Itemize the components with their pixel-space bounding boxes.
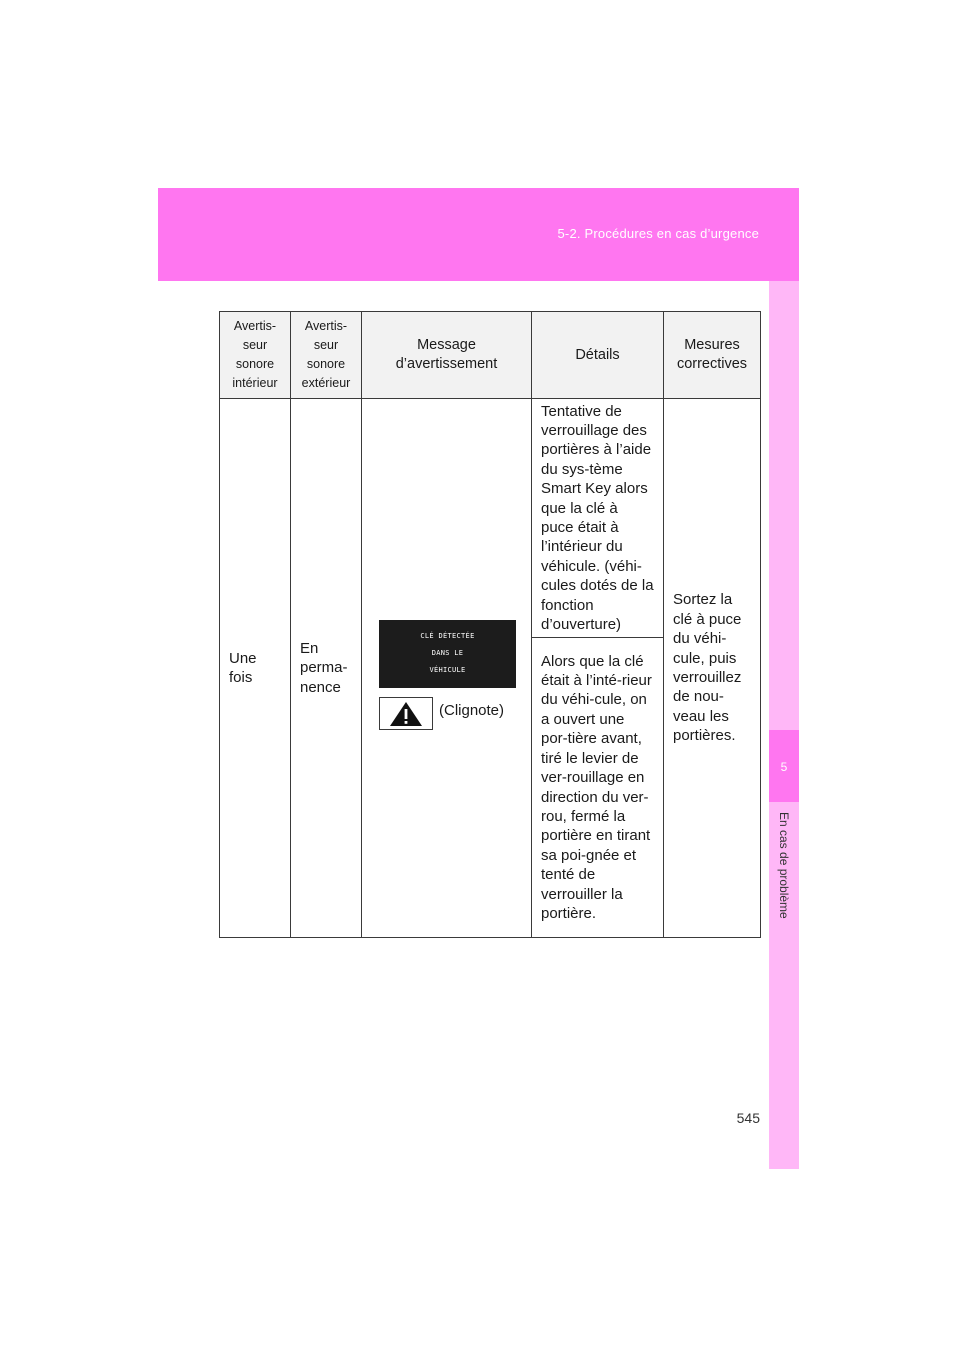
cell-details-1: Tentative de verrouillage des portières à l’aide du sys-tème Smart Key alors que la clé à puce était à l’intérieur du véhicule. (véhi-cules dotés de la fonction d’ouverture) bbox=[532, 399, 664, 638]
header-interior-buzzer: Avertis-seur sonore intérieur bbox=[220, 312, 291, 399]
blink-label: (Clignote) bbox=[439, 702, 505, 719]
header-corrective-measures: Mesures correctives bbox=[664, 312, 761, 399]
warning-table bbox=[219, 311, 761, 938]
multi-info-display bbox=[379, 620, 516, 688]
chapter-number: 5 bbox=[780, 760, 788, 774]
chapter-number-tab bbox=[769, 730, 799, 802]
cell-corrective-measures: Sortez la clé à puce du véhi-cule, puis verrouillez de nou-veau les portières. bbox=[664, 399, 761, 938]
header-details: Détails bbox=[532, 312, 664, 399]
table-header-row bbox=[220, 312, 761, 399]
cell-exterior-buzzer: En perma-nence bbox=[291, 399, 362, 938]
warning-light-box bbox=[379, 697, 433, 730]
chapter-side-strip bbox=[769, 281, 799, 1169]
cell-details-2: Alors que la clé était à l’inté-rieur du véhi-cule, on a ouvert une por-tière avant, tiré le levier de ver-rouillage en direction du ver-rou, fermé la portière en tirant sa poi-gnée et tenté de verrouiller la portière. bbox=[532, 638, 664, 938]
chapter-label: En cas de problème bbox=[777, 812, 791, 919]
chapter-label-tab bbox=[769, 812, 799, 942]
display-line: VÉHICULE bbox=[429, 666, 466, 674]
cell-warning-message bbox=[362, 399, 532, 938]
header-warning-message: Message d’avertissement bbox=[362, 312, 532, 399]
page-number: 545 bbox=[736, 1110, 760, 1126]
section-title: 5-2. Procédures en cas d’urgence bbox=[557, 226, 759, 241]
header-exterior-buzzer: Avertis-seur sonore extérieur bbox=[291, 312, 362, 399]
warning-triangle-icon bbox=[389, 701, 423, 727]
display-line: DANS LE bbox=[431, 649, 464, 657]
display-line: CLÉ DÉTECTÉE bbox=[420, 632, 475, 640]
cell-interior-buzzer: Une fois bbox=[220, 399, 291, 938]
section-header-band bbox=[158, 188, 799, 281]
table-row bbox=[220, 399, 761, 638]
